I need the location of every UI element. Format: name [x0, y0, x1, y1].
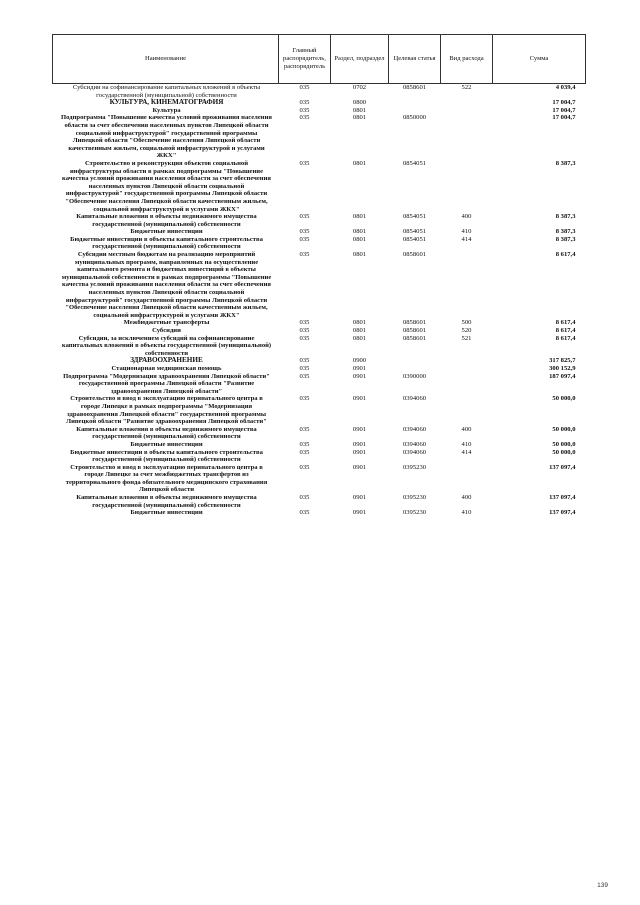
header-main-manager: Главный распорядитель, распорядитель — [279, 35, 331, 84]
row-main-manager: 035 — [299, 509, 310, 517]
row-target-article: 0394060 — [402, 425, 427, 433]
row-main-manager: 035 — [299, 463, 310, 471]
row-main-manager: 035 — [299, 357, 310, 365]
row-section: 0901 — [352, 463, 367, 471]
row-name: Подпрограмма "Повышение качества условий проживания населения области за счет обеспечения населенных пунктов Липецкой области социальной инфраструктурой" государственной программы Липецкой области "Обеспечение населения Липецкой области качественным жильем, социальной инфраструктурой и услугами ЖКХ" — [61, 114, 272, 160]
row-name: Бюджетные инвестиции — [130, 228, 203, 236]
row-target-article: 0394060 — [402, 395, 427, 403]
row-expense-type — [441, 107, 493, 115]
row-amount: 187 097,4 — [549, 372, 576, 380]
row-name: Бюджетные инвестиции — [130, 440, 203, 448]
table-header-row — [53, 35, 586, 84]
row-main-manager: 035 — [299, 319, 310, 327]
row-section: 0901 — [352, 448, 367, 456]
row-expense-type: 500 — [461, 319, 472, 327]
row-target-article: 0395230 — [402, 509, 427, 517]
row-section: 0901 — [352, 509, 367, 517]
row-target-article — [389, 365, 441, 373]
table-row — [53, 228, 586, 236]
row-name: Субсидии — [152, 327, 181, 334]
page-number: 139 — [597, 882, 608, 889]
row-expense-type: 410 — [461, 440, 472, 448]
row-target-article: 0854051 — [402, 228, 427, 236]
row-amount: 50 000,0 — [552, 440, 576, 448]
row-section: 0801 — [352, 327, 367, 334]
row-target-article: 0394060 — [402, 440, 427, 448]
row-amount: 137 097,4 — [549, 509, 576, 517]
row-name: Стационарная медицинская помощь — [111, 364, 222, 372]
row-section: 0801 — [352, 251, 367, 259]
table-row — [53, 251, 586, 319]
row-expense-type — [441, 251, 493, 319]
row-main-manager: 035 — [299, 84, 310, 91]
row-target-article: 0858601 — [402, 327, 427, 334]
row-name: Капитальные вложения в объекты недвижимого имущества государственной (муниципальной) собственности — [76, 425, 257, 441]
row-expense-type: 410 — [461, 228, 472, 236]
row-expense-type — [441, 160, 493, 213]
row-amount: 17 004,7 — [552, 114, 576, 122]
table-row — [53, 357, 586, 365]
row-expense-type: 410 — [461, 509, 472, 517]
row-main-manager: 035 — [299, 235, 310, 243]
row-main-manager: 035 — [299, 99, 310, 107]
table-row — [53, 494, 586, 509]
table-row — [53, 395, 586, 425]
row-name: Субсидии местным бюджетам на реализацию мероприятий муниципальных программ, направленных на осуществление капитального ремонта и бюджетных инвестиций в объекты муниципальной собственности в рамках подпрограммы "Повышение качества условий проживания населения области за счет обеспечения населенных пунктов Липецкой области социальной инфраструктурой" государственной программы Липецкой области "Обеспечение населения Липецкой области качественным жильем, социальной инфраструктурой и услугами ЖКХ" — [61, 251, 272, 319]
row-amount: 4 039,4 — [555, 84, 576, 91]
row-target-article: 0395230 — [402, 463, 427, 471]
row-name: Бюджетные инвестиции в объекты капитального строительства государственной (муниципальной) собственности — [70, 448, 263, 464]
header-expense-type: Вид расхода — [441, 35, 493, 84]
row-target-article: 0858601 — [402, 334, 427, 342]
row-name: Субсидии на софинансирование капитальных вложений в объекты государственной (муниципальной) собственности — [72, 84, 261, 99]
row-amount: 137 097,4 — [549, 494, 576, 502]
row-amount: 8 387,3 — [555, 228, 576, 236]
row-section: 0900 — [352, 357, 367, 365]
row-expense-type — [441, 395, 493, 425]
table-row — [53, 107, 586, 115]
row-main-manager: 035 — [299, 334, 310, 342]
header-target-article: Целевая статья — [389, 35, 441, 84]
budget-table — [52, 34, 586, 517]
row-section: 0801 — [352, 213, 367, 221]
row-amount: 50 000,0 — [552, 425, 576, 433]
row-expense-type — [441, 373, 493, 396]
table-row — [53, 213, 586, 228]
row-expense-type — [441, 365, 493, 373]
table-row — [53, 319, 586, 327]
row-expense-type: 400 — [461, 494, 472, 502]
row-target-article: 0390000 — [402, 372, 427, 380]
row-target-article: 0850000 — [402, 114, 427, 122]
row-section: 0702 — [352, 84, 367, 91]
row-expense-type: 400 — [461, 425, 472, 433]
row-name: Строительство и ввод в эксплуатацию перинатального центра в городе Липецке в рамках подпрограммы "Модернизация здравоохранения Липецкой области" государственной программы Липецкой области "Развитие здравоохранения Липецкой области" — [66, 395, 267, 426]
row-expense-type: 414 — [461, 235, 472, 243]
table-row — [53, 449, 586, 464]
row-main-manager: 035 — [299, 159, 310, 167]
row-name: Культура — [152, 106, 181, 114]
row-target-article — [389, 107, 441, 115]
row-target-article: 0858601 — [402, 84, 427, 91]
table-row — [53, 426, 586, 441]
row-section: 0801 — [352, 159, 367, 167]
table-body — [53, 84, 586, 517]
row-section: 0801 — [352, 228, 367, 236]
table-row — [53, 84, 586, 100]
table-row — [53, 236, 586, 251]
row-name: Бюджетные инвестиции — [130, 509, 203, 517]
row-name: Бюджетные инвестиции в объекты капитального строительства государственной (муниципальной) собственности — [70, 235, 263, 251]
row-name: Межбюджетные трансферты — [123, 319, 210, 327]
row-main-manager: 035 — [299, 251, 310, 259]
row-expense-type: 414 — [461, 448, 472, 456]
row-name: Капитальные вложения в объекты недвижимого имущества государственной (муниципальной) собственности — [76, 213, 257, 228]
row-name: Строительство и ввод в эксплуатацию перинатального центра в городе Липецке за счет межбюджетных трансфертов из территориального фонда обязательного медицинского страхования Липецкой области — [65, 463, 268, 494]
row-expense-type — [441, 99, 493, 107]
row-main-manager: 035 — [299, 228, 310, 236]
row-name: Капитальные вложения в объекты недвижимого имущества государственной (муниципальной) собственности — [76, 494, 257, 509]
row-amount: 8 387,3 — [555, 213, 576, 221]
row-target-article: 0854051 — [402, 159, 427, 167]
row-section: 0901 — [352, 372, 367, 380]
table-row — [53, 464, 586, 494]
row-target-article — [389, 357, 441, 365]
row-amount: 300 152,9 — [549, 364, 576, 372]
header-amount: Сумма — [493, 35, 586, 84]
row-amount: 8 617,4 — [555, 334, 576, 342]
table-row — [53, 327, 586, 335]
row-section: 0901 — [352, 364, 367, 372]
row-expense-type: 520 — [461, 327, 472, 334]
table-row — [53, 373, 586, 396]
header-section: Раздел, подраздел — [331, 35, 389, 84]
row-section: 0801 — [352, 106, 367, 114]
row-section: 0901 — [352, 425, 367, 433]
row-target-article: 0854051 — [402, 235, 427, 243]
row-amount: 8 617,4 — [555, 327, 576, 334]
row-expense-type — [441, 114, 493, 160]
row-amount: 50 000,0 — [552, 448, 576, 456]
row-amount: 317 825,7 — [549, 357, 576, 365]
row-amount: 8 617,4 — [555, 251, 576, 259]
row-name: Субсидии, за исключением субсидий на софинансирование капитальных вложений в объекты государственной (муниципальной) собственности — [61, 334, 272, 357]
row-section: 0801 — [352, 114, 367, 122]
row-expense-type: 521 — [461, 334, 472, 342]
row-amount: 8 387,3 — [555, 235, 576, 243]
row-amount: 137 097,4 — [549, 463, 576, 471]
table-row — [53, 365, 586, 373]
row-target-article — [389, 99, 441, 107]
row-main-manager: 035 — [299, 372, 310, 380]
row-main-manager: 035 — [299, 395, 310, 403]
row-section: 0801 — [352, 235, 367, 243]
row-target-article: 0854051 — [402, 213, 427, 221]
table-row — [53, 99, 586, 107]
table-row — [53, 160, 586, 213]
row-target-article: 0858601 — [402, 251, 427, 259]
row-main-manager: 035 — [299, 440, 310, 448]
table-row — [53, 335, 586, 358]
row-section: 0901 — [352, 440, 367, 448]
row-amount: 8 387,3 — [555, 159, 576, 167]
row-name: Подпрограмма "Модернизация здравоохранения Липецкой области" государственной программы Липецкой области "Развитие здравоохранения Липецкой области" — [63, 372, 270, 395]
row-name: Строительство и реконструкция объектов социальной инфраструктуры области в рамках подпрограммы "Повышение качества условий проживания населения области за счет обеспечения населенных пунктов Липецкой области социальной инфраструктурой" государственной программы Липецкой области "Обеспечение населения Липецкой области качественным жильем, социальной инфраструктурой и услугами ЖКХ" — [62, 159, 271, 213]
row-section: 0801 — [352, 334, 367, 342]
row-expense-type — [441, 464, 493, 494]
row-main-manager: 035 — [299, 494, 310, 502]
row-expense-type: 522 — [461, 84, 472, 91]
row-main-manager: 035 — [299, 364, 310, 372]
row-main-manager: 035 — [299, 213, 310, 221]
row-name: КУЛЬТУРА, КИНЕМАТОГРАФИЯ — [109, 98, 224, 107]
row-target-article: 0394060 — [402, 448, 427, 456]
row-section: 0901 — [352, 494, 367, 502]
row-target-article: 0858601 — [402, 319, 427, 327]
table-row — [53, 441, 586, 449]
row-main-manager: 035 — [299, 327, 310, 334]
row-amount: 50 000,0 — [552, 395, 576, 403]
row-main-manager: 035 — [299, 425, 310, 433]
row-section: 0801 — [352, 319, 367, 327]
row-amount: 17 004,7 — [552, 99, 576, 107]
budget-table-container — [52, 34, 585, 517]
row-main-manager: 035 — [299, 114, 310, 122]
row-main-manager: 035 — [299, 448, 310, 456]
row-target-article: 0395230 — [402, 494, 427, 502]
header-name: Наименование — [53, 35, 279, 84]
row-expense-type — [441, 357, 493, 365]
row-expense-type: 400 — [461, 213, 472, 221]
table-row — [53, 509, 586, 517]
row-main-manager: 035 — [299, 106, 310, 114]
row-section: 0800 — [352, 99, 367, 107]
table-row — [53, 114, 586, 160]
row-name: ЗДРАВООХРАНЕНИЕ — [130, 356, 203, 365]
row-amount: 8 617,4 — [555, 319, 576, 327]
row-amount: 17 004,7 — [552, 106, 576, 114]
row-section: 0901 — [352, 395, 367, 403]
